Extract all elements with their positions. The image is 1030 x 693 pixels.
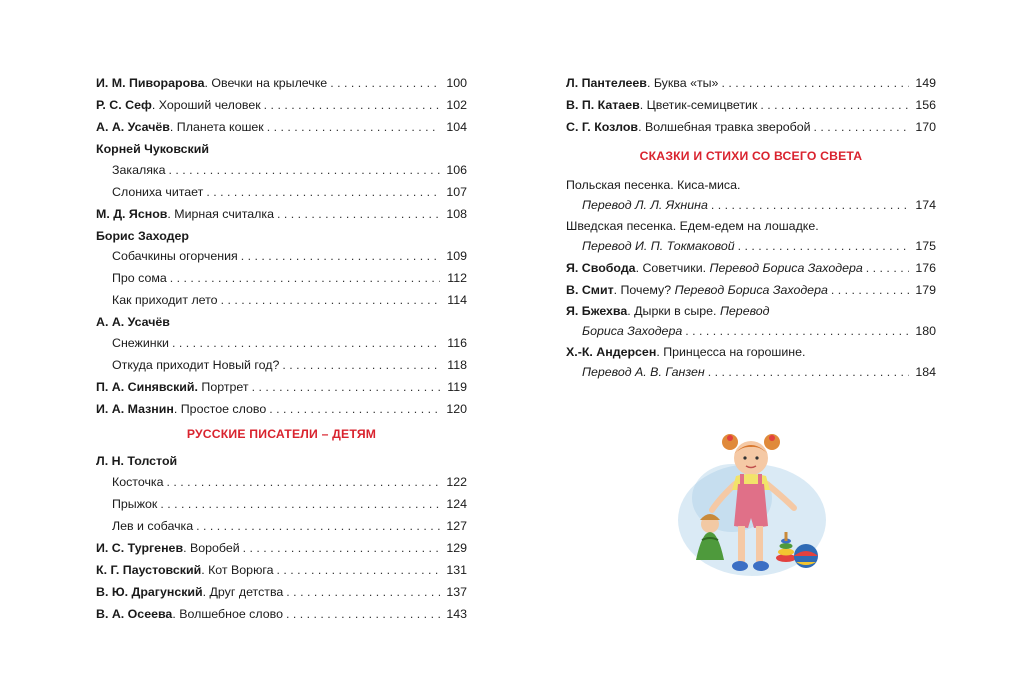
entry-title: . Почему? bbox=[613, 282, 675, 297]
toc-entry[interactable] bbox=[96, 182, 467, 203]
entry-title: . Советчики. bbox=[635, 260, 710, 275]
toc-entry[interactable] bbox=[96, 117, 467, 138]
toc-entry[interactable] bbox=[96, 95, 467, 116]
entry-author: В. Смит bbox=[566, 282, 614, 297]
entry-author: К. Г. Паустовский bbox=[96, 562, 202, 577]
toc-entry[interactable] bbox=[96, 246, 467, 267]
entry-page: 114 bbox=[447, 293, 467, 307]
entry-author: Х.-К. Андерсен bbox=[566, 344, 657, 359]
dot-leader bbox=[708, 362, 909, 383]
entry-author: Я. Бжехва bbox=[566, 303, 628, 318]
entry-title: . Мирная считалка bbox=[167, 206, 274, 221]
toc-entry[interactable] bbox=[566, 217, 936, 257]
entry-page: 106 bbox=[446, 162, 467, 177]
toc-entry[interactable] bbox=[566, 176, 936, 216]
entry-title: . Друг детства bbox=[202, 584, 284, 599]
toc-entry[interactable] bbox=[96, 290, 467, 311]
toc-entry[interactable] bbox=[566, 302, 936, 342]
entry-page: 180 bbox=[915, 323, 936, 338]
ball-icon bbox=[794, 544, 818, 568]
entry-page: 108 bbox=[446, 206, 467, 221]
entry-page: 112 bbox=[447, 271, 467, 285]
toc-entry[interactable] bbox=[96, 204, 467, 225]
toc-entry[interactable] bbox=[96, 538, 467, 559]
entry-title: Косточка bbox=[112, 474, 164, 489]
entry-author: П. А. Синявский. bbox=[96, 379, 198, 394]
entry-page: 100 bbox=[446, 76, 467, 90]
entry-page: 176 bbox=[915, 260, 936, 275]
entry-author: В. Ю. Драгунский bbox=[96, 584, 203, 599]
entry-title: . Планета кошек bbox=[169, 120, 264, 134]
author-heading: А. А. Усачёв bbox=[96, 315, 170, 329]
toc-entry[interactable] bbox=[96, 399, 467, 420]
entry-page: 143 bbox=[446, 606, 467, 621]
dot-leader bbox=[738, 236, 909, 257]
entry-title: Прыжок bbox=[112, 496, 158, 511]
entry-translator: Перевод А. В. Ганзен bbox=[582, 364, 705, 379]
entry-author: И. М. Пиворарова bbox=[96, 76, 205, 90]
girl-with-toys-illustration bbox=[672, 428, 832, 588]
author-heading: Корней Чуковский bbox=[96, 142, 209, 156]
entry-author: В. А. Осеева bbox=[96, 606, 173, 621]
entry-page: 119 bbox=[447, 379, 467, 394]
entry-author: И. А. Мазнин bbox=[96, 401, 174, 416]
dot-leader bbox=[866, 258, 909, 279]
dot-leader bbox=[831, 280, 909, 301]
entry-translator: Перевод bbox=[719, 303, 770, 318]
toc-entry[interactable] bbox=[96, 268, 467, 289]
entry-title: Снежинки bbox=[112, 335, 169, 350]
toc-entry[interactable] bbox=[96, 333, 467, 354]
entry-title: . Дырки в сыре. bbox=[627, 303, 720, 318]
toc-entry[interactable] bbox=[566, 258, 936, 279]
entry-title: . Буква «ты» bbox=[646, 76, 719, 90]
section-heading: СКАЗКИ И СТИХИ СО ВСЕГО СВЕТА bbox=[639, 148, 863, 163]
dot-leader bbox=[277, 204, 440, 225]
dot-leader bbox=[221, 290, 440, 311]
dot-leader bbox=[711, 195, 909, 216]
dot-leader bbox=[286, 582, 440, 603]
toc-left-column bbox=[96, 73, 467, 626]
toc-entry[interactable] bbox=[566, 343, 936, 383]
toc-entry[interactable] bbox=[96, 604, 467, 625]
entry-title: Портрет bbox=[197, 379, 249, 394]
entry-translator: Перевод Бориса Заходера bbox=[709, 260, 863, 275]
entry-page: 124 bbox=[446, 496, 467, 511]
entry-author: И. С. Тургенев bbox=[96, 540, 184, 555]
dot-leader bbox=[243, 538, 440, 559]
toc-entry[interactable] bbox=[566, 95, 936, 116]
entry-page: 118 bbox=[447, 357, 467, 372]
entry-title: Откуда приходит Новый год? bbox=[112, 357, 280, 372]
entry-title: Слониха читает bbox=[112, 184, 204, 199]
dot-leader bbox=[172, 333, 440, 354]
dot-leader bbox=[170, 268, 440, 289]
entry-title: . Хороший человек bbox=[151, 98, 261, 112]
entry-title: . Волшебная травка зверобой bbox=[638, 120, 811, 134]
dot-leader bbox=[252, 377, 440, 398]
toc-entry[interactable] bbox=[566, 117, 936, 138]
dot-leader bbox=[282, 355, 440, 376]
entry-page: 174 bbox=[915, 197, 936, 212]
entry-page: 116 bbox=[447, 335, 467, 350]
entry-page: 107 bbox=[446, 184, 467, 199]
entry-title: . Волшебное слово bbox=[172, 606, 283, 621]
entry-author: М. Д. Яснов bbox=[96, 206, 168, 221]
entry-translator: Бориса Заходера bbox=[582, 323, 683, 338]
entry-title: Про сома bbox=[112, 271, 167, 285]
dot-leader bbox=[167, 472, 441, 493]
entry-title: . Кот Ворюга bbox=[201, 562, 274, 577]
entry-title: Закаляка bbox=[112, 162, 166, 177]
dot-leader bbox=[241, 246, 440, 267]
toc-entry[interactable] bbox=[96, 494, 467, 515]
dot-leader bbox=[160, 494, 440, 515]
toc-entry[interactable] bbox=[96, 73, 467, 94]
toc-entry[interactable] bbox=[566, 73, 936, 94]
entry-page: 175 bbox=[915, 238, 936, 253]
entry-page: 127 bbox=[446, 518, 467, 533]
entry-page: 156 bbox=[915, 98, 936, 112]
entry-translator: Перевод И. П. Токмаковой bbox=[582, 238, 735, 253]
author-heading: Борис Заходер bbox=[96, 228, 189, 243]
entry-title: Как приходит лето bbox=[112, 293, 218, 307]
dot-leader bbox=[286, 604, 440, 625]
dot-leader bbox=[269, 399, 440, 420]
entry-page: 120 bbox=[446, 401, 467, 416]
entry-title: Польская песенка. Киса-миса. bbox=[566, 177, 741, 192]
entry-page: 131 bbox=[446, 562, 467, 577]
entry-author: С. Г. Козлов bbox=[566, 120, 639, 134]
dot-leader bbox=[721, 73, 909, 94]
entry-translator: Перевод Бориса Заходера bbox=[674, 282, 828, 297]
dot-leader bbox=[814, 117, 909, 138]
dot-leader bbox=[330, 73, 440, 94]
entry-author: Р. С. Сеф bbox=[96, 98, 152, 112]
toc-entry[interactable] bbox=[96, 582, 467, 603]
entry-title: . Принцесса на горошине. bbox=[656, 344, 806, 359]
toc-entry[interactable] bbox=[96, 560, 467, 581]
entry-title: . Воробей bbox=[183, 540, 240, 555]
entry-title: . Цветик-семицветик bbox=[639, 98, 758, 112]
entry-title: Лев и собачка bbox=[112, 518, 194, 533]
entry-page: 137 bbox=[446, 584, 467, 599]
dot-leader bbox=[685, 321, 909, 342]
entry-page: 184 bbox=[915, 364, 936, 379]
entry-title: . Простое слово bbox=[173, 401, 267, 416]
toc-entry[interactable] bbox=[566, 280, 936, 301]
entry-page: 129 bbox=[446, 540, 467, 555]
toc-entry[interactable] bbox=[96, 516, 467, 537]
toc-entry[interactable] bbox=[96, 160, 467, 181]
entry-title: Собачкины огорчения bbox=[112, 249, 238, 263]
toc-entry[interactable] bbox=[96, 355, 467, 376]
entry-page: 102 bbox=[446, 98, 467, 112]
toc-entry[interactable] bbox=[96, 472, 467, 493]
entry-page: 149 bbox=[915, 76, 936, 90]
entry-author: А. А. Усачёв bbox=[96, 120, 170, 134]
entry-title: Шведская песенка. Едем-едем на лошадке. bbox=[566, 218, 819, 233]
entry-title: . Овечки на крылечке bbox=[204, 76, 328, 90]
author-heading: Л. Н. Толстой bbox=[96, 454, 178, 468]
entry-author: В. П. Катаев bbox=[566, 98, 640, 112]
entry-translator: Перевод Л. Л. Яхнина bbox=[582, 197, 708, 212]
entry-page: 104 bbox=[446, 120, 467, 134]
toc-entry[interactable] bbox=[96, 377, 467, 398]
entry-author: Я. Свобода bbox=[566, 260, 636, 275]
entry-page: 170 bbox=[915, 120, 936, 134]
dot-leader bbox=[267, 117, 440, 138]
dot-leader bbox=[264, 95, 440, 116]
dot-leader bbox=[760, 95, 909, 116]
entry-page: 179 bbox=[915, 282, 936, 297]
entry-author: Л. Пантелеев bbox=[566, 76, 647, 90]
section-heading: РУССКИЕ ПИСАТЕЛИ – ДЕТЯМ bbox=[186, 427, 377, 441]
entry-page: 122 bbox=[446, 474, 467, 489]
dot-leader bbox=[168, 160, 440, 181]
toc-right-column bbox=[566, 73, 936, 384]
dot-leader bbox=[206, 182, 440, 203]
dot-leader bbox=[277, 560, 440, 581]
entry-page: 109 bbox=[446, 249, 467, 263]
dot-leader bbox=[196, 516, 440, 537]
